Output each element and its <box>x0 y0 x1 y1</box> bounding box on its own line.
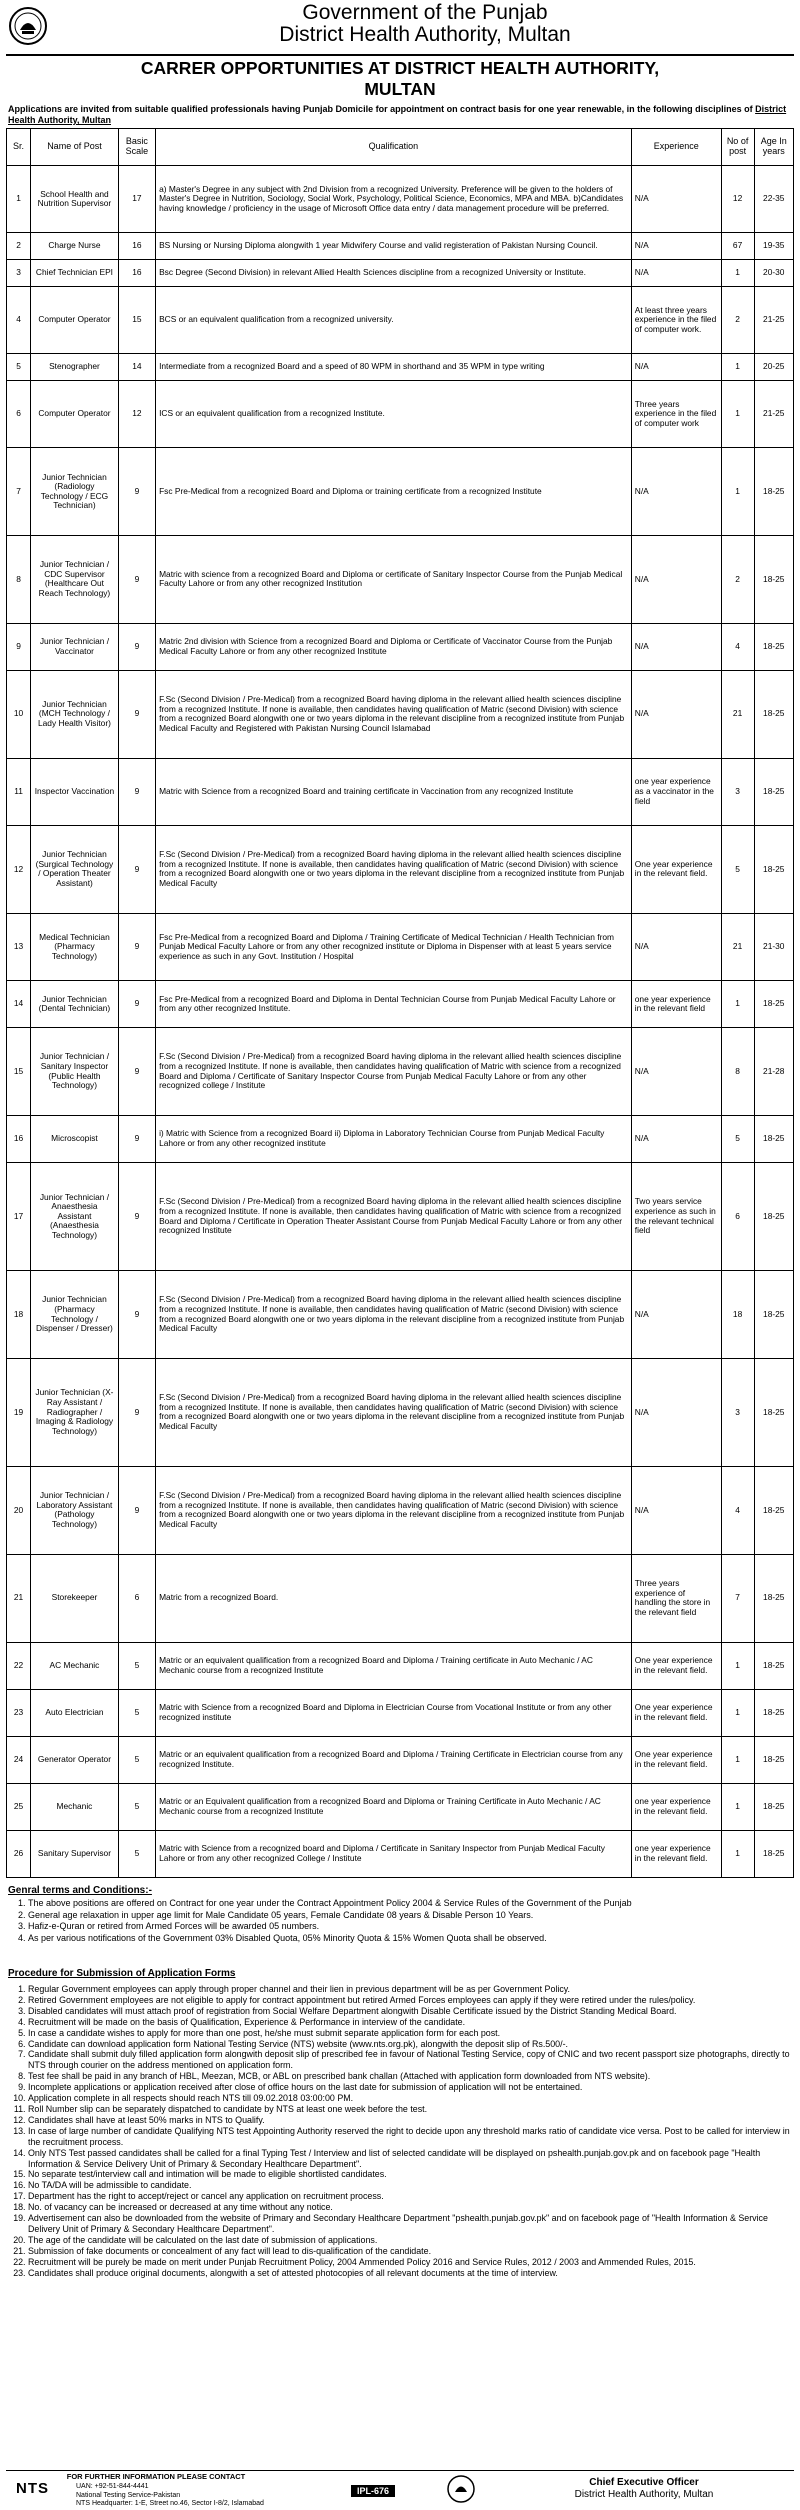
table-row <box>7 1467 794 1555</box>
experience-cell: N/A <box>631 623 721 670</box>
experience-cell: N/A <box>631 233 721 260</box>
post-name-cell: Auto Electrician <box>31 1689 119 1736</box>
basic-scale-cell: 5 <box>118 1642 155 1689</box>
column-header: Experience <box>631 129 721 166</box>
age-limit-cell: 18-25 <box>754 1689 793 1736</box>
basic-scale-cell: 9 <box>118 448 155 536</box>
post-name-cell: Microscopist <box>31 1115 119 1162</box>
post-name-cell: Junior Technician (Radiology Technology / ECG Technician) <box>31 448 119 536</box>
qualification-cell: Fsc Pre-Medical from a recognized Board and Diploma in Dental Technician Course from Punjab Medical Faculty Lahore or from any other recognized Institute. <box>156 981 632 1028</box>
serial-cell: 2 <box>7 233 31 260</box>
qualification-cell: a) Master's Degree in any subject with 2nd Division from a recognized University. Preference will be given to the holders of Master's Degree in Nutrition, Sociology, Social Work, Psychology, Political Science, Economics, MPA and MBA. b)Candidates having knowledge / proficiency in the usage of Microsoft Office data entry / data management procedure will be preferred. <box>156 166 632 233</box>
age-limit-cell: 21-28 <box>754 1028 793 1116</box>
table-row <box>7 1163 794 1271</box>
list-item: 2. Retired Government employees are not eligible to apply for contract appointment but retired Armed Forces employees can apply if they were retired under the rules/policy. <box>28 1995 792 2006</box>
post-count-cell: 5 <box>721 826 754 914</box>
serial-cell: 23 <box>7 1689 31 1736</box>
age-limit-cell: 21-25 <box>754 380 793 447</box>
table-row <box>7 448 794 536</box>
qualification-cell: Matric 2nd division with Science from a recognized Board and Diploma or Certificate of Vaccinator Course from the Punjab Medical Faculty Lahore or from any other recognized Institute <box>156 623 632 670</box>
post-count-cell: 1 <box>721 1830 754 1877</box>
post-count-cell: 21 <box>721 913 754 980</box>
list-item: 12. Candidates shall have at least 50% marks in NTS to Qualify. <box>28 2115 792 2126</box>
list-item: 8. Test fee shall be paid in any branch of HBL, Meezan, MCB, or ABL on prescribed bank challan (Attached with application form downloaded from NTS website). <box>28 2071 792 2082</box>
qualification-cell: Intermediate from a recognized Board and a speed of 80 WPM in shorthand and 35 WPM in type writing <box>156 354 632 381</box>
experience-cell: N/A <box>631 166 721 233</box>
serial-cell: 18 <box>7 1271 31 1359</box>
table-row <box>7 1642 794 1689</box>
age-limit-cell: 18-25 <box>754 826 793 914</box>
age-limit-cell: 18-25 <box>754 1783 793 1830</box>
experience-cell: N/A <box>631 670 721 758</box>
age-limit-cell: 19-35 <box>754 233 793 260</box>
table-row <box>7 166 794 233</box>
age-limit-cell: 18-25 <box>754 623 793 670</box>
list-item: 15. No separate test/interview call and intimation will be made to eligible shortlisted candidates. <box>28 2169 792 2180</box>
post-name-cell: Junior Technician / CDC Supervisor (Healthcare Out Reach Technology) <box>31 536 119 624</box>
post-name-cell: Junior Technician / Anaesthesia Assistant (Anaesthesia Technology) <box>31 1163 119 1271</box>
experience-cell: N/A <box>631 448 721 536</box>
basic-scale-cell: 9 <box>118 536 155 624</box>
qualification-cell: Bsc Degree (Second Division) in relevant Allied Health Sciences discipline from a recognized University or Institute. <box>156 260 632 287</box>
intro-authority-link: District Health Authority, Multan <box>8 104 787 125</box>
post-name-cell: Storekeeper <box>31 1554 119 1642</box>
post-count-cell: 1 <box>721 1783 754 1830</box>
age-limit-cell: 18-25 <box>754 758 793 825</box>
serial-cell: 14 <box>7 981 31 1028</box>
serial-cell: 10 <box>7 670 31 758</box>
qualification-cell: Matric or an Equivalent qualification from a recognized Board and Diploma or Training Certificate in Auto Mechanic / AC Mechanic course from a recognized Institute <box>156 1783 632 1830</box>
post-name-cell: Computer Operator <box>31 380 119 447</box>
post-count-cell: 18 <box>721 1271 754 1359</box>
table-row <box>7 286 794 353</box>
table-row <box>7 670 794 758</box>
serial-cell: 17 <box>7 1163 31 1271</box>
age-limit-cell: 18-25 <box>754 536 793 624</box>
experience-cell: N/A <box>631 1467 721 1555</box>
experience-cell: One year experience in the relevant field. <box>631 1736 721 1783</box>
post-name-cell: Junior Technician (X-Ray Assistant / Radiographer / Imaging & Radiology Technology) <box>31 1358 119 1466</box>
general-terms-title: Genral terms and Conditions:- <box>8 1885 152 1896</box>
list-item: 19. Advertisement can also be downloaded from the website of Primary and Secondary Healthcare Department "pshealth.punjab.gov.pk" and on facebook page of "Health Information & Service Delivery Unit of Primary & Secondary Healthcare Department". <box>28 2213 792 2235</box>
qualification-cell: Matric from a recognized Board. <box>156 1554 632 1642</box>
post-name-cell: Generator Operator <box>31 1736 119 1783</box>
age-limit-cell: 18-25 <box>754 1115 793 1162</box>
experience-cell: N/A <box>631 260 721 287</box>
post-count-cell: 1 <box>721 448 754 536</box>
basic-scale-cell: 5 <box>118 1830 155 1877</box>
post-name-cell: Computer Operator <box>31 286 119 353</box>
post-name-cell: School Health and Nutrition Supervisor <box>31 166 119 233</box>
list-item: 21. Submission of fake documents or concealment of any fact will lead to dis-qualification of the candidate. <box>28 2246 792 2257</box>
basic-scale-cell: 5 <box>118 1783 155 1830</box>
header-divider <box>6 54 794 56</box>
banner-line-2: MULTAN <box>364 79 436 99</box>
qualification-cell: Fsc Pre-Medical from a recognized Board and Diploma or training certificate from a recognized Institute <box>156 448 632 536</box>
basic-scale-cell: 16 <box>118 260 155 287</box>
table-row <box>7 260 794 287</box>
list-item: 1. The above positions are offered on Contract for one year under the Contract Appointment Policy 2004 & Service Rules of the Government of the Punjab <box>28 1898 792 1910</box>
basic-scale-cell: 9 <box>118 623 155 670</box>
qualification-cell: Matric with Science from a recognized Board and Diploma in Electrician Course from Vocational Institute or from any other recognized institute <box>156 1689 632 1736</box>
age-limit-cell: 18-25 <box>754 1358 793 1466</box>
vacancy-table <box>6 128 794 1878</box>
post-name-cell: Mechanic <box>31 1783 119 1830</box>
post-count-cell: 6 <box>721 1163 754 1271</box>
list-item: 17. Department has the right to accept/reject or cancel any application on recruitment process. <box>28 2191 792 2202</box>
post-name-cell: Inspector Vaccination <box>31 758 119 825</box>
list-item: 3. Disabled candidates will must attach proof of registration from Social Welfare Department alongwith Disable Certificate issued by the District Standing Medical Board. <box>28 2006 792 2017</box>
age-limit-cell: 22-35 <box>754 166 793 233</box>
experience-cell: N/A <box>631 1271 721 1359</box>
qualification-cell: F.Sc (Second Division / Pre-Medical) from a recognized Board having diploma in the relevant allied health sciences discipline from a recognized Institute. If none is available, then candidates having qualification of Matric (second Division) with science from a recognized Board alongwith one or two years diploma in the relevant discipline from a recognized institute from Punjab Medical Faculty and Registered with Pakistan Nursing Council Islamabad <box>156 670 632 758</box>
age-limit-cell: 20-30 <box>754 260 793 287</box>
basic-scale-cell: 9 <box>118 1028 155 1116</box>
column-header: Age In years <box>754 129 793 166</box>
table-row <box>7 981 794 1028</box>
age-limit-cell: 18-25 <box>754 448 793 536</box>
intro-paragraph <box>8 104 792 126</box>
table-row <box>7 1689 794 1736</box>
table-row <box>7 1783 794 1830</box>
table-row <box>7 380 794 447</box>
authority-title: District Health Authority, Multan <box>279 23 571 46</box>
basic-scale-cell: 9 <box>118 981 155 1028</box>
serial-cell: 26 <box>7 1830 31 1877</box>
qualification-cell: Matric or an equivalent qualification from a recognized Board and Diploma / Training Certificate in Electrician course from any recognized Institute. <box>156 1736 632 1783</box>
post-name-cell: Medical Technician (Pharmacy Technology) <box>31 913 119 980</box>
post-name-cell: Junior Technician (MCH Technology / Lady Health Visitor) <box>31 670 119 758</box>
experience-cell: N/A <box>631 1115 721 1162</box>
column-header: Sr. <box>7 129 31 166</box>
age-limit-cell: 20-25 <box>754 354 793 381</box>
qualification-cell: Fsc Pre-Medical from a recognized Board and Diploma / Training Certificate of Medical Technician / Health Technician from Punjab Medical Faculty Lahore or from any other recognized institute or Diploma in Dispenser with at least 5 years service experience as such in any Govt. Institution / Hospital <box>156 913 632 980</box>
experience-cell: one year experience in the relevant field. <box>631 1783 721 1830</box>
table-row <box>7 623 794 670</box>
basic-scale-cell: 9 <box>118 1115 155 1162</box>
post-count-cell: 8 <box>721 1028 754 1116</box>
list-item: 9. Incomplete applications or application received after close of office hours on the last date for submission of application will not be entertained. <box>28 2082 792 2093</box>
list-item: 23. Candidates shall produce original documents, alongwith a set of attested photocopies of all relevant documents at the time of interview. <box>28 2268 792 2279</box>
post-count-cell: 1 <box>721 1736 754 1783</box>
serial-cell: 15 <box>7 1028 31 1116</box>
serial-cell: 6 <box>7 380 31 447</box>
list-item: 13. In case of large number of candidate Qualifying NTS test Appointing Authority reserved the right to decide upon any threshold marks ratio of candidate vice versa. Post to be called for interview in the recruitment process. <box>28 2126 792 2148</box>
qualification-cell: Matric with science from a recognized Board and Diploma or certificate of Sanitary Inspector Course from the Punjab Medical Faculty Lahore or from any other recognized Institution <box>156 536 632 624</box>
nts-logo: NTS <box>16 2480 49 2497</box>
intro-text: Applications are invited from suitable qualified professionals having Punjab Domicile for appointment on contract basis for one year renewable, in the following disciplines of <box>8 104 756 114</box>
serial-cell: 21 <box>7 1554 31 1642</box>
table-row <box>7 1830 794 1877</box>
serial-cell: 20 <box>7 1467 31 1555</box>
table-row <box>7 1028 794 1116</box>
basic-scale-cell: 16 <box>118 233 155 260</box>
table-row <box>7 1736 794 1783</box>
post-name-cell: AC Mechanic <box>31 1642 119 1689</box>
serial-cell: 24 <box>7 1736 31 1783</box>
serial-cell: 9 <box>7 623 31 670</box>
punjab-emblem-icon <box>446 2474 476 2504</box>
list-item: 4. Recruitment will be made on the basis of Qualification, Experience & Performance in interview of the candidate. <box>28 2017 792 2028</box>
list-item: 2. General age relaxation in upper age limit for Male Candidate 05 years, Female Candidate 08 years & Disable Person 10 Years. <box>28 1910 792 1922</box>
list-item: 1. Regular Government employees can apply through proper channel and their lien in previous department will be as per Government Policy. <box>28 1984 792 1995</box>
uan-number: UAN: +92-51-844-4441 <box>76 2483 149 2490</box>
post-count-cell: 1 <box>721 260 754 287</box>
basic-scale-cell: 9 <box>118 1358 155 1466</box>
table-row <box>7 913 794 980</box>
experience-cell: Three years experience of handling the store in the relevant field <box>631 1554 721 1642</box>
list-item: 7. Candidate shall submit duly filled application form alongwith deposit slip of prescribed fee in favour of National Testing Service, copy of CNIC and two recent passport size photographs, directly to NTS through courier on the address mentioned on application form. <box>28 2049 792 2071</box>
post-count-cell: 1 <box>721 1642 754 1689</box>
serial-cell: 5 <box>7 354 31 381</box>
qualification-cell: Matric with Science from a recognized board and Diploma / Certificate in Sanitary Inspector from Punjab Medical Faculty Lahore or from any other recognized College / Institute <box>156 1830 632 1877</box>
age-limit-cell: 18-25 <box>754 1830 793 1877</box>
procedure-title: Procedure for Submission of Application Forms <box>8 1968 236 1979</box>
contact-heading: FOR FURTHER INFORMATION PLEASE CONTACT <box>66 2472 246 2481</box>
age-limit-cell: 21-25 <box>754 286 793 353</box>
post-count-cell: 21 <box>721 670 754 758</box>
contact-block <box>16 2472 296 2507</box>
basic-scale-cell: 9 <box>118 913 155 980</box>
basic-scale-cell: 14 <box>118 354 155 381</box>
experience-cell: N/A <box>631 913 721 980</box>
list-item: 4. As per various notifications of the Government 03% Disabled Quota, 05% Minority Quota & 15% Women Quota shall be observed. <box>28 1933 792 1945</box>
column-header: No of post <box>721 129 754 166</box>
table-row <box>7 758 794 825</box>
age-limit-cell: 18-25 <box>754 1736 793 1783</box>
post-count-cell: 3 <box>721 1358 754 1466</box>
list-item: 22. Recruitment will be purely be made on merit under Punjab Recruitment Policy, 2004 Ammended Policy 2016 and Service Rules, 2012 / 2003 and Ammended Rules, 2015. <box>28 2257 792 2268</box>
basic-scale-cell: 9 <box>118 758 155 825</box>
nts-address: NTS Headquarter: 1-E, Street no.46, Sector I-8/2, Islamabad <box>76 2500 264 2507</box>
experience-cell: One year experience in the relevant field. <box>631 1689 721 1736</box>
experience-cell: One year experience in the relevant field. <box>631 826 721 914</box>
serial-cell: 13 <box>7 913 31 980</box>
post-count-cell: 4 <box>721 623 754 670</box>
serial-cell: 16 <box>7 1115 31 1162</box>
table-row <box>7 1358 794 1466</box>
list-item: 20. The age of the candidate will be calculated on the last date of submission of applications. <box>28 2235 792 2246</box>
basic-scale-cell: 5 <box>118 1689 155 1736</box>
basic-scale-cell: 6 <box>118 1554 155 1642</box>
experience-cell: N/A <box>631 1358 721 1466</box>
experience-cell: N/A <box>631 1028 721 1116</box>
government-title: Government of the Punjab <box>302 1 548 24</box>
table-row <box>7 1554 794 1642</box>
list-item: 14. Only NTS Test passed candidates shall be called for a final Typing Test / Interview and list of selected candidate will be displayed on pshealth.punjab.gov.pk and on facebook page "Health Information & Service Delivery Unit of Primary & Secondary Healthcare Department". <box>28 2148 792 2170</box>
post-count-cell: 1 <box>721 380 754 447</box>
column-header: Qualification <box>156 129 632 166</box>
column-header: Basic Scale <box>118 129 155 166</box>
qualification-cell: Matric or an equivalent qualification from a recognized Board and Diploma / Training certificate in Auto Mechanic / AC Mechanic course from a recognized Institute <box>156 1642 632 1689</box>
table-row <box>7 233 794 260</box>
serial-cell: 1 <box>7 166 31 233</box>
list-item: 16. No TA/DA will be admissible to candidate. <box>28 2180 792 2191</box>
qualification-cell: BS Nursing or Nursing Diploma alongwith 1 year Midwifery Course and valid registeration of Pakistan Nursing Council. <box>156 233 632 260</box>
table-row <box>7 354 794 381</box>
vacancy-table-body <box>7 166 794 1878</box>
post-count-cell: 2 <box>721 286 754 353</box>
basic-scale-cell: 15 <box>118 286 155 353</box>
serial-cell: 19 <box>7 1358 31 1466</box>
list-item: 3. Hafiz-e-Quran or retired from Armed Forces will be awarded 05 numbers. <box>28 1921 792 1933</box>
post-count-cell: 4 <box>721 1467 754 1555</box>
post-name-cell: Stenographer <box>31 354 119 381</box>
footer <box>6 2470 794 2507</box>
table-header-row <box>7 129 794 166</box>
list-item: 11. Roll Number slip can be separately dispatched to candidate by NTS at least one week before the test. <box>28 2104 792 2115</box>
post-name-cell: Charge Nurse <box>31 233 119 260</box>
qualification-cell: F.Sc (Second Division / Pre-Medical) from a recognized Board having diploma in the relevant allied health sciences discipline from a recognized Institute. If none is available, then candidates having qualification of Matric (second Division) with science from a recognized Board alongwith one or two years diploma in the relevant discipline from a recognized institute from Punjab Medical Faculty <box>156 1358 632 1466</box>
experience-cell: one year experience as a vaccinator in the field <box>631 758 721 825</box>
serial-cell: 25 <box>7 1783 31 1830</box>
page-banner <box>6 58 794 100</box>
qualification-cell: i) Matric with Science from a recognized Board ii) Diploma in Laboratory Technician Course from Punjab Medical Faculty Lahore or from any other recognized institute <box>156 1115 632 1162</box>
experience-cell: Three years experience in the filed of computer work <box>631 380 721 447</box>
post-count-cell: 7 <box>721 1554 754 1642</box>
qualification-cell: ICS or an equivalent qualification from a recognized Institute. <box>156 380 632 447</box>
experience-cell: Two years service experience as such in the relevant technical field <box>631 1163 721 1271</box>
basic-scale-cell: 5 <box>118 1736 155 1783</box>
officer-organization: District Health Authority, Multan <box>574 2489 714 2500</box>
ipl-code-badge: IPL-676 <box>351 2485 395 2497</box>
qualification-cell: F.Sc (Second Division / Pre-Medical) from a recognized Board having diploma in the relevant allied health sciences discipline from a recognized Institute. If none is available, then candidates having qualification of Matric (second Division) with science from a recognized Board alongwith one or two years diploma in the relevant discipline from a recognized institute from Punjab Medical Faculty <box>156 1271 632 1359</box>
post-name-cell: Junior Technician / Vaccinator <box>31 623 119 670</box>
basic-scale-cell: 9 <box>118 1271 155 1359</box>
qualification-cell: F.Sc (Second Division / Pre-Medical) from a recognized Board having diploma in the relevant allied health sciences discipline from a recognized Institute. If none is available, then candidates having qualification of Matric with science from a recognized Board and Diploma / Certificate of Sanitary Inspector Course from Punjab Medical Faculty Lahore or from any other recognized college / Institute <box>156 1028 632 1116</box>
basic-scale-cell: 12 <box>118 380 155 447</box>
qualification-cell: BCS or an equivalent qualification from a recognized university. <box>156 286 632 353</box>
banner-line-1: CARRER OPPORTUNITIES AT DISTRICT HEALTH AUTHORITY, <box>140 58 660 78</box>
post-name-cell: Junior Technician (Pharmacy Technology / Dispenser / Dresser) <box>31 1271 119 1359</box>
age-limit-cell: 18-25 <box>754 981 793 1028</box>
post-name-cell: Junior Technician (Surgical Technology / Operation Theater Assistant) <box>31 826 119 914</box>
post-count-cell: 1 <box>721 354 754 381</box>
basic-scale-cell: 9 <box>118 1467 155 1555</box>
age-limit-cell: 18-25 <box>754 1467 793 1555</box>
list-item: 10. Application complete in all respects should reach NTS till 09.02.2018 03:00:00 PM. <box>28 2093 792 2104</box>
post-name-cell: Junior Technician / Laboratory Assistant (Pathology Technology) <box>31 1467 119 1555</box>
basic-scale-cell: 9 <box>118 826 155 914</box>
basic-scale-cell: 9 <box>118 1163 155 1271</box>
experience-cell: N/A <box>631 354 721 381</box>
experience-cell: One year experience in the relevant field. <box>631 1642 721 1689</box>
basic-scale-cell: 9 <box>118 670 155 758</box>
qualification-cell: F.Sc (Second Division / Pre-Medical) from a recognized Board having diploma in the relevant allied health sciences discipline from a recognized Institute. If none is available, then candidates having qualification of Matric with science from a recognized Board and Diploma / Certificate in Operation Theater Assistant Course from Punjab Medical Faculty Lahore or from any other recognized Institute <box>156 1163 632 1271</box>
post-name-cell: Junior Technician (Dental Technician) <box>31 981 119 1028</box>
contact-details <box>76 2483 264 2509</box>
serial-cell: 8 <box>7 536 31 624</box>
age-limit-cell: 18-25 <box>754 1554 793 1642</box>
qualification-cell: F.Sc (Second Division / Pre-Medical) from a recognized Board having diploma in the relevant allied health sciences discipline from a recognized Institute. If none is available, then candidates having qualification of Matric (second Division) with science from a recognized Board alongwith one or two years diploma in the relevant discipline from a recognized institute from Punjab Medical Faculty <box>156 826 632 914</box>
list-item: 6. Candidate can download application form National Testing Service (NTS) website (www.nts.org.pk), alongwith the deposit slip of Rs.500/-. <box>28 2039 792 2050</box>
signatory-block <box>504 2477 784 2501</box>
basic-scale-cell: 17 <box>118 166 155 233</box>
experience-cell: one year experience in the relevant field <box>631 981 721 1028</box>
age-limit-cell: 18-25 <box>754 670 793 758</box>
list-item: 5. In case a candidate wishes to apply for more than one post, he/she must submit separate application form for each post. <box>28 2028 792 2039</box>
nts-organization: National Testing Service-Pakistan <box>76 2491 181 2499</box>
post-count-cell: 1 <box>721 1689 754 1736</box>
experience-cell: one year experience in the relevant field. <box>631 1830 721 1877</box>
qualification-cell: Matric with Science from a recognized Board and training certificate in Vaccination from any recognized Institute <box>156 758 632 825</box>
punjab-government-logo <box>8 6 48 46</box>
serial-cell: 4 <box>7 286 31 353</box>
serial-cell: 7 <box>7 448 31 536</box>
table-row <box>7 1115 794 1162</box>
age-limit-cell: 18-25 <box>754 1163 793 1271</box>
serial-cell: 3 <box>7 260 31 287</box>
age-limit-cell: 21-30 <box>754 913 793 980</box>
serial-cell: 12 <box>7 826 31 914</box>
table-row <box>7 536 794 624</box>
post-name-cell: Junior Technician / Sanitary Inspector (Public Health Technology) <box>31 1028 119 1116</box>
list-item: 18. No. of vacancy can be increased or decreased at any time without any notice. <box>28 2202 792 2213</box>
post-name-cell: Sanitary Supervisor <box>31 1830 119 1877</box>
table-row <box>7 1271 794 1359</box>
serial-cell: 11 <box>7 758 31 825</box>
post-count-cell: 1 <box>721 981 754 1028</box>
general-terms-list <box>8 1898 792 1944</box>
post-count-cell: 3 <box>721 758 754 825</box>
post-count-cell: 5 <box>721 1115 754 1162</box>
officer-title: Chief Executive Officer <box>589 2477 699 2488</box>
post-name-cell: Chief Technician EPI <box>31 260 119 287</box>
procedure-list <box>8 1984 792 2278</box>
experience-cell: N/A <box>631 536 721 624</box>
experience-cell: At least three years experience in the filed of computer work. <box>631 286 721 353</box>
column-header: Name of Post <box>31 129 119 166</box>
serial-cell: 22 <box>7 1642 31 1689</box>
age-limit-cell: 18-25 <box>754 1271 793 1359</box>
post-count-cell: 12 <box>721 166 754 233</box>
table-row <box>7 826 794 914</box>
qualification-cell: F.Sc (Second Division / Pre-Medical) from a recognized Board having diploma in the relevant allied health sciences discipline from a recognized Institute. If none is available, then candidates having qualification of Matric (second Division) with science from a recognized Board alongwith one or two years diploma in the relevant discipline from a recognized institute from Punjab Medical Faculty <box>156 1467 632 1555</box>
post-count-cell: 2 <box>721 536 754 624</box>
post-count-cell: 67 <box>721 233 754 260</box>
age-limit-cell: 18-25 <box>754 1642 793 1689</box>
